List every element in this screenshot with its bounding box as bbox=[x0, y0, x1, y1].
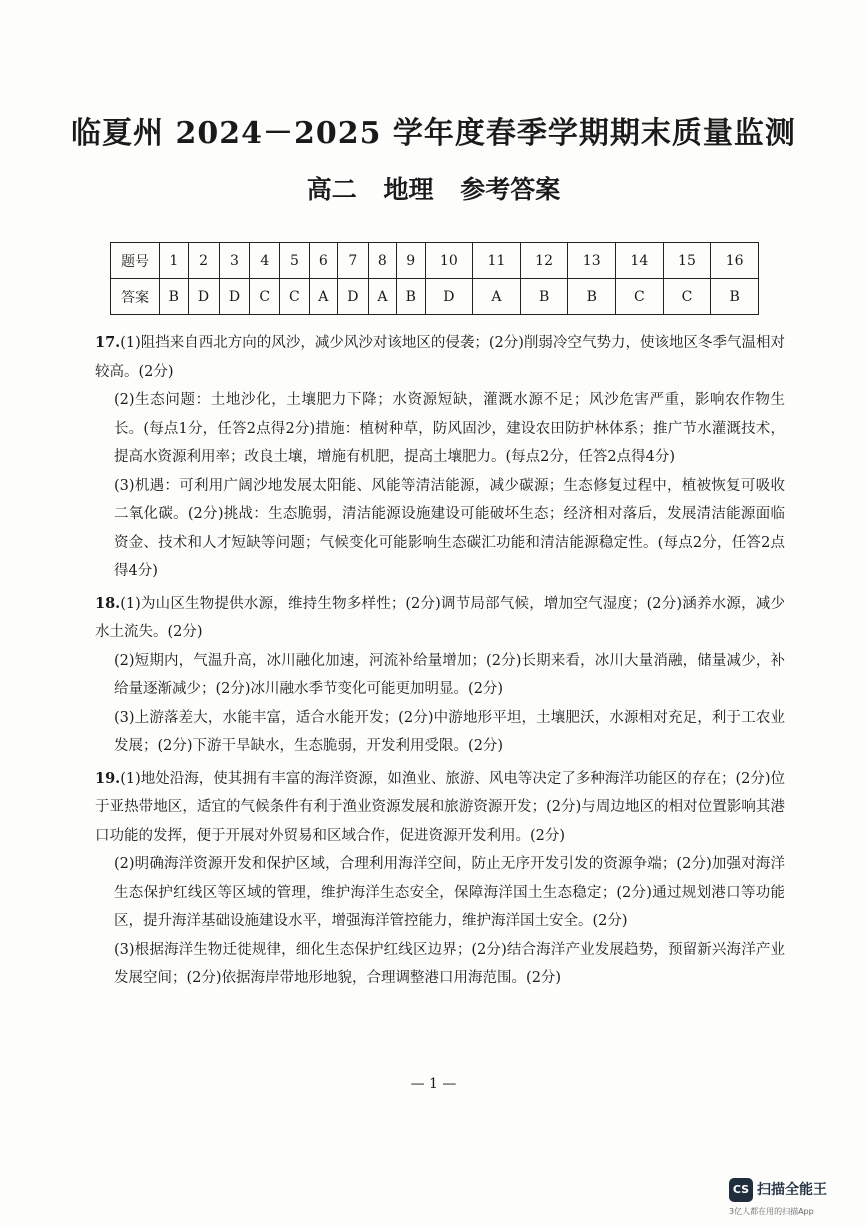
question-number-cell: 15 bbox=[663, 243, 711, 279]
answer-text: (2)短期内，气温升高，冰川融化加速，河流补给量增加；(2分)长期来看，冰川大量消融，储量减少，补给量逐渐减少；(2分)冰川融水季节变化可能更加明显。(2分) bbox=[114, 652, 785, 697]
question-number-cell: 11 bbox=[473, 243, 521, 279]
answer-cell: C bbox=[616, 279, 664, 315]
answer-cell: B bbox=[711, 279, 759, 315]
question-number-cell: 1 bbox=[160, 243, 189, 279]
scanner-watermark bbox=[729, 1178, 849, 1218]
question-number-cell: 12 bbox=[520, 243, 568, 279]
page-title: 临夏州 2024－2025 学年度春季学期期末质量监测 bbox=[71, 116, 796, 151]
answer-text: (3)上游落差大，水能丰富，适合水能开发；(2分)中游地形平坦，土壤肥沃，水源相对充足，利于工农业发展；(2分)下游干旱缺水，生态脆弱，开发利用受限。(2分) bbox=[114, 709, 785, 754]
answer-text: (1)阻挡来自西北方向的风沙，减少风沙对该地区的侵袭；(2分)削弱冷空气势力，使该地区冬季气温相对较高。(2分) bbox=[95, 335, 785, 380]
question-number-cell: 9 bbox=[396, 243, 425, 279]
question-number-cell: 13 bbox=[568, 243, 616, 279]
answer-cell: C bbox=[280, 279, 310, 315]
question-number: 19. bbox=[95, 769, 121, 787]
question-17-block bbox=[95, 329, 785, 586]
question-18-block bbox=[95, 590, 785, 761]
watermark-tagline: 3亿人都在用的扫描App bbox=[729, 1207, 814, 1216]
answer-cell: A bbox=[309, 279, 337, 315]
answer-cell: D bbox=[425, 279, 473, 315]
question-part bbox=[95, 765, 785, 851]
question-number-cell: 6 bbox=[309, 243, 337, 279]
question-number-cell: 2 bbox=[188, 243, 219, 279]
row-label-answer: 答案 bbox=[111, 279, 160, 315]
answer-cell: B bbox=[520, 279, 568, 315]
question-19-block bbox=[95, 765, 785, 993]
question-number-row bbox=[111, 243, 759, 279]
answer-cell: C bbox=[250, 279, 280, 315]
question-number-cell: 14 bbox=[616, 243, 664, 279]
question-number-cell: 10 bbox=[425, 243, 473, 279]
question-number-cell: 3 bbox=[219, 243, 250, 279]
page-number: — 1 — bbox=[410, 1076, 457, 1092]
answer-text: (2)明确海洋资源开发和保护区域，合理利用海洋空间，防止无序开发引发的资源争端；(2分)加强对海洋生态保护红线区等区域的管理，维护海洋生态安全，保障海洋国土生态稳定；(2分)通过规划港口等功能区，提升海洋基础设施建设水平，增强海洋管控能力，维护海洋国土安全。(2分) bbox=[114, 856, 785, 929]
watermark-name: 扫描全能王 bbox=[757, 1182, 827, 1198]
camscanner-logo-icon: CS bbox=[729, 1178, 753, 1202]
answer-cell: D bbox=[188, 279, 219, 315]
answer-text: (2)生态问题：土地沙化，土壤肥力下降；水资源短缺，灌溉水源不足；风沙危害严重，影响农作物生长。(每点1分，任答2点得2分)措施：植树种草，防风固沙，建设农田防护林体系；推广节水灌溉技术，提高水资源利用率；改良土壤，增施有机肥，提高土壤肥力。(每点2分，任答2点得4分) bbox=[114, 392, 785, 465]
answer-text: (3)机遇：可利用广阔沙地发展太阳能、风能等清洁能源，减少碳源；生态修复过程中，植被恢复可吸收二氧化碳。(2分)挑战：生态脆弱，清洁能源设施建设可能破坏生态；经济相对落后，发展清洁能源面临资金、技术和人才短缺等问题；气候变化可能影响生态碳汇功能和清洁能源稳定性。(每点2分，任答2点得4分) bbox=[114, 477, 785, 579]
page-subtitle: 高二 地理 参考答案 bbox=[306, 175, 561, 204]
question-part bbox=[95, 329, 785, 386]
answer-cell: B bbox=[160, 279, 189, 315]
answer-cell: C bbox=[663, 279, 711, 315]
answer-cell: B bbox=[396, 279, 425, 315]
answer-key-table bbox=[110, 242, 759, 315]
question-number-cell: 8 bbox=[368, 243, 396, 279]
answer-text: (1)为山区生物提供水源，维持生物多样性；(2分)调节局部气候，增加空气湿度；(2分)涵养水源，减少水土流失。(2分) bbox=[95, 595, 785, 640]
answer-cell: D bbox=[337, 279, 368, 315]
answer-cell: B bbox=[568, 279, 616, 315]
answer-cell: A bbox=[368, 279, 396, 315]
row-label-number: 题号 bbox=[111, 243, 160, 279]
question-part bbox=[95, 590, 785, 647]
answer-cell: A bbox=[473, 279, 521, 315]
answer-row bbox=[111, 279, 759, 315]
answer-text: (1)地处沿海，使其拥有丰富的海洋资源，如渔业、旅游、风电等决定了多种海洋功能区的存在；(2分)位于亚热带地区，适宜的气候条件有利于渔业资源发展和旅游资源开发；(2分)与周边地区的相对位置影响其港口功能的发挥，便于开展对外贸易和区域合作，促进资源开发利用。(2分) bbox=[95, 770, 785, 844]
question-number-cell: 7 bbox=[337, 243, 368, 279]
answer-content bbox=[95, 325, 785, 993]
answer-text: (3)根据海洋生物迁徙规律，细化生态保护红线区边界；(2分)结合海洋产业发展趋势，预留新兴海洋产业发展空间；(2分)依据海岸带地形地貌，合理调整港口用海范围。(2分) bbox=[114, 941, 785, 986]
question-number: 18. bbox=[95, 594, 121, 612]
question-number-cell: 16 bbox=[711, 243, 759, 279]
question-number: 17. bbox=[95, 334, 121, 351]
answer-cell: D bbox=[219, 279, 250, 315]
question-number-cell: 5 bbox=[280, 243, 310, 279]
question-number-cell: 4 bbox=[250, 243, 280, 279]
